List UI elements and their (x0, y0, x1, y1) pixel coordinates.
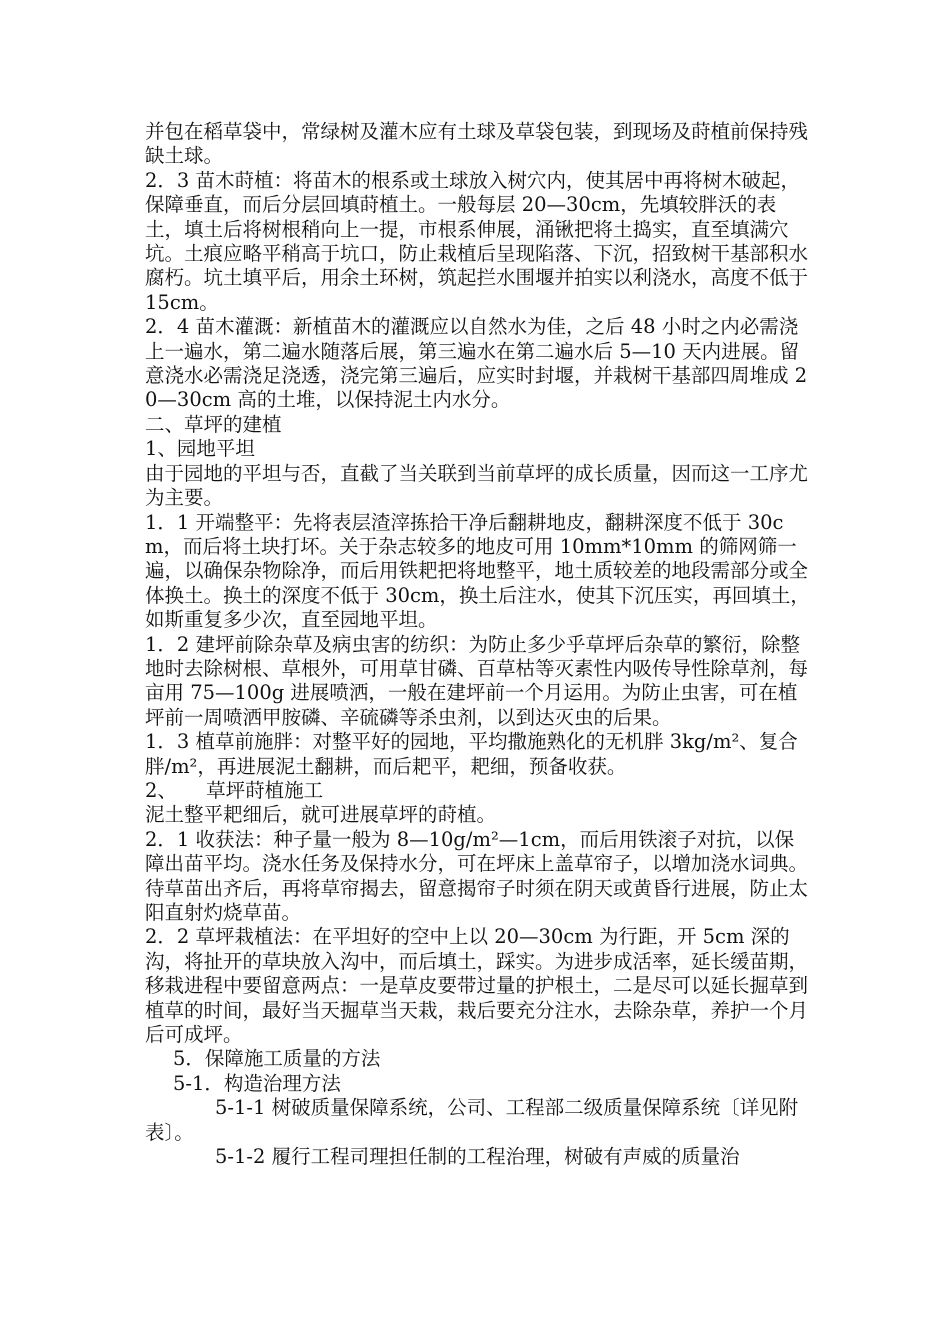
heading-quality-methods: 5．保障施工质量的方法 (173, 1047, 381, 1071)
paragraph-leveling-intro: 由于园地的平坦与否，直截了当关联到当前草坪的成长质量，因而这一工序尤为主要。 (145, 461, 809, 510)
paragraph-weed-control: 1．2 建坪前除杂草及病虫害的纺织：为防止多少乎草坪后杂草的繁衍，除整地时去除树根、草根外，可用草甘磷、百草枯等灭素性内吸传导性除草剂，每亩用 75—100g 进展喷洒，一般在建坪前一个月运用。为防止虫害，可在植坪前一周喷洒甲胺磷、辛硫磷等杀虫剂，以到达灭虫的后果。 (145, 632, 809, 729)
paragraph-sod-planting: 2．2 草坪栽植法：在平坦好的空中上以 20—30cm 为行距，开 5cm 深的沟，将扯开的草块放入沟中，而后填土，踩实。为进步成活率，延长缓苗期，移栽进程中要留意两点：一是草皮要带过量的护根土，二是尽可以延长掘草到植草的时间，最好当天掘草当天栽，栽后要充分注水，去除杂草，养护一个月后可成坪。 (145, 925, 809, 1047)
heading-structure-management: 5-1．构造治理方法 (173, 1071, 341, 1095)
paragraph-seedling-planting: 2．3 苗木莳植：将苗木的根系或土球放入树穴内，使其居中再将树木破起，保障垂直，而后分层回填莳植土。一般每层 20—30cm，先填较胖沃的表土，填土后将树根稍向上一提，市根系伸展，涌锹把将土捣实，直至填满穴坑。土痕应略平稍高于坑口，防止栽植后呈现陷落、下沉，招致树干基部积水腐朽。坑土填平后，用余土环树，筑起拦水围堰并拍实以利浇水，高度不低于 15cm。 (145, 168, 809, 314)
paragraph-fertilizing: 1．3 植草前施胖：对整平好的园地，平均撒施熟化的无机胖 3kg/m²、复合胖/m²，再进展泥土翻耕，而后耙平，耙细，预备收获。 (145, 730, 798, 778)
paragraph-planting-intro: 泥土整平耙细后，就可进展草坪的莳植。 (145, 803, 497, 827)
section-heading-lawn: 二、草坪的建植 (145, 412, 282, 436)
paragraph-seeding-method: 2．1 收获法：种子量一般为 8—10g/m²—1cm，而后用铁滚子对抗，以保障出苗平均。浇水任务及保持水分，可在坪床上盖草帘子，以增加浇水词典。待草苗出齐后，再将草帘揭去，留意揭帘子时须在阴天或黄昏行进展，防止太阳直射灼烧草苗。 (145, 827, 809, 924)
subheading-lawn-planting: 2、 草坪莳植施工 (145, 778, 324, 802)
paragraph-packing: 并包在稻草袋中，常绿树及灌木应有土球及草袋包装，到现场及莳植前保持残缺土球。 (145, 120, 809, 168)
paragraph-project-manager: 5-1-2 履行工程司理担任制的工程治理，树破有声威的质量治 (215, 1145, 740, 1169)
paragraph-initial-leveling: 1．1 开端整平：先将表层渣滓拣拾干净后翻耕地皮，翻耕深度不低于 30cm，而后将土块打坏。关于杂志较多的地皮可用 10mm*10mm 的筛网筛一遍，以确保杂物除净，而后用铁耙把将地整平，地土质较差的地段需部分或全体换土。换土的深度不低于 30cm，换土后注水，使其下沉压实，再回填土，如斯重复多少次，直至园地平坦。 (145, 510, 810, 632)
paragraph-seedling-irrigation: 2．4 苗木灌溉：新植苗木的灌溉应以自然水为佳，之后 48 小时之内必需浇上一遍水，第二遍水随落后展，第三遍水在第二遍水后 5—10 天内进展。留意浇水必需浇足浇透，浇完第三遍后，应实时封堰，并栽树干基部四周堆成 20—30cm 高的土堆，以保持泥土内水分。 (145, 315, 808, 412)
paragraph-quality-system: 5-1-1 树破质量保障系统，公司、工程部二级质量保障系统〔详见附表〕。 (145, 1096, 799, 1144)
subheading-site-leveling: 1、园地平坦 (145, 437, 255, 461)
document-body (145, 120, 810, 1169)
